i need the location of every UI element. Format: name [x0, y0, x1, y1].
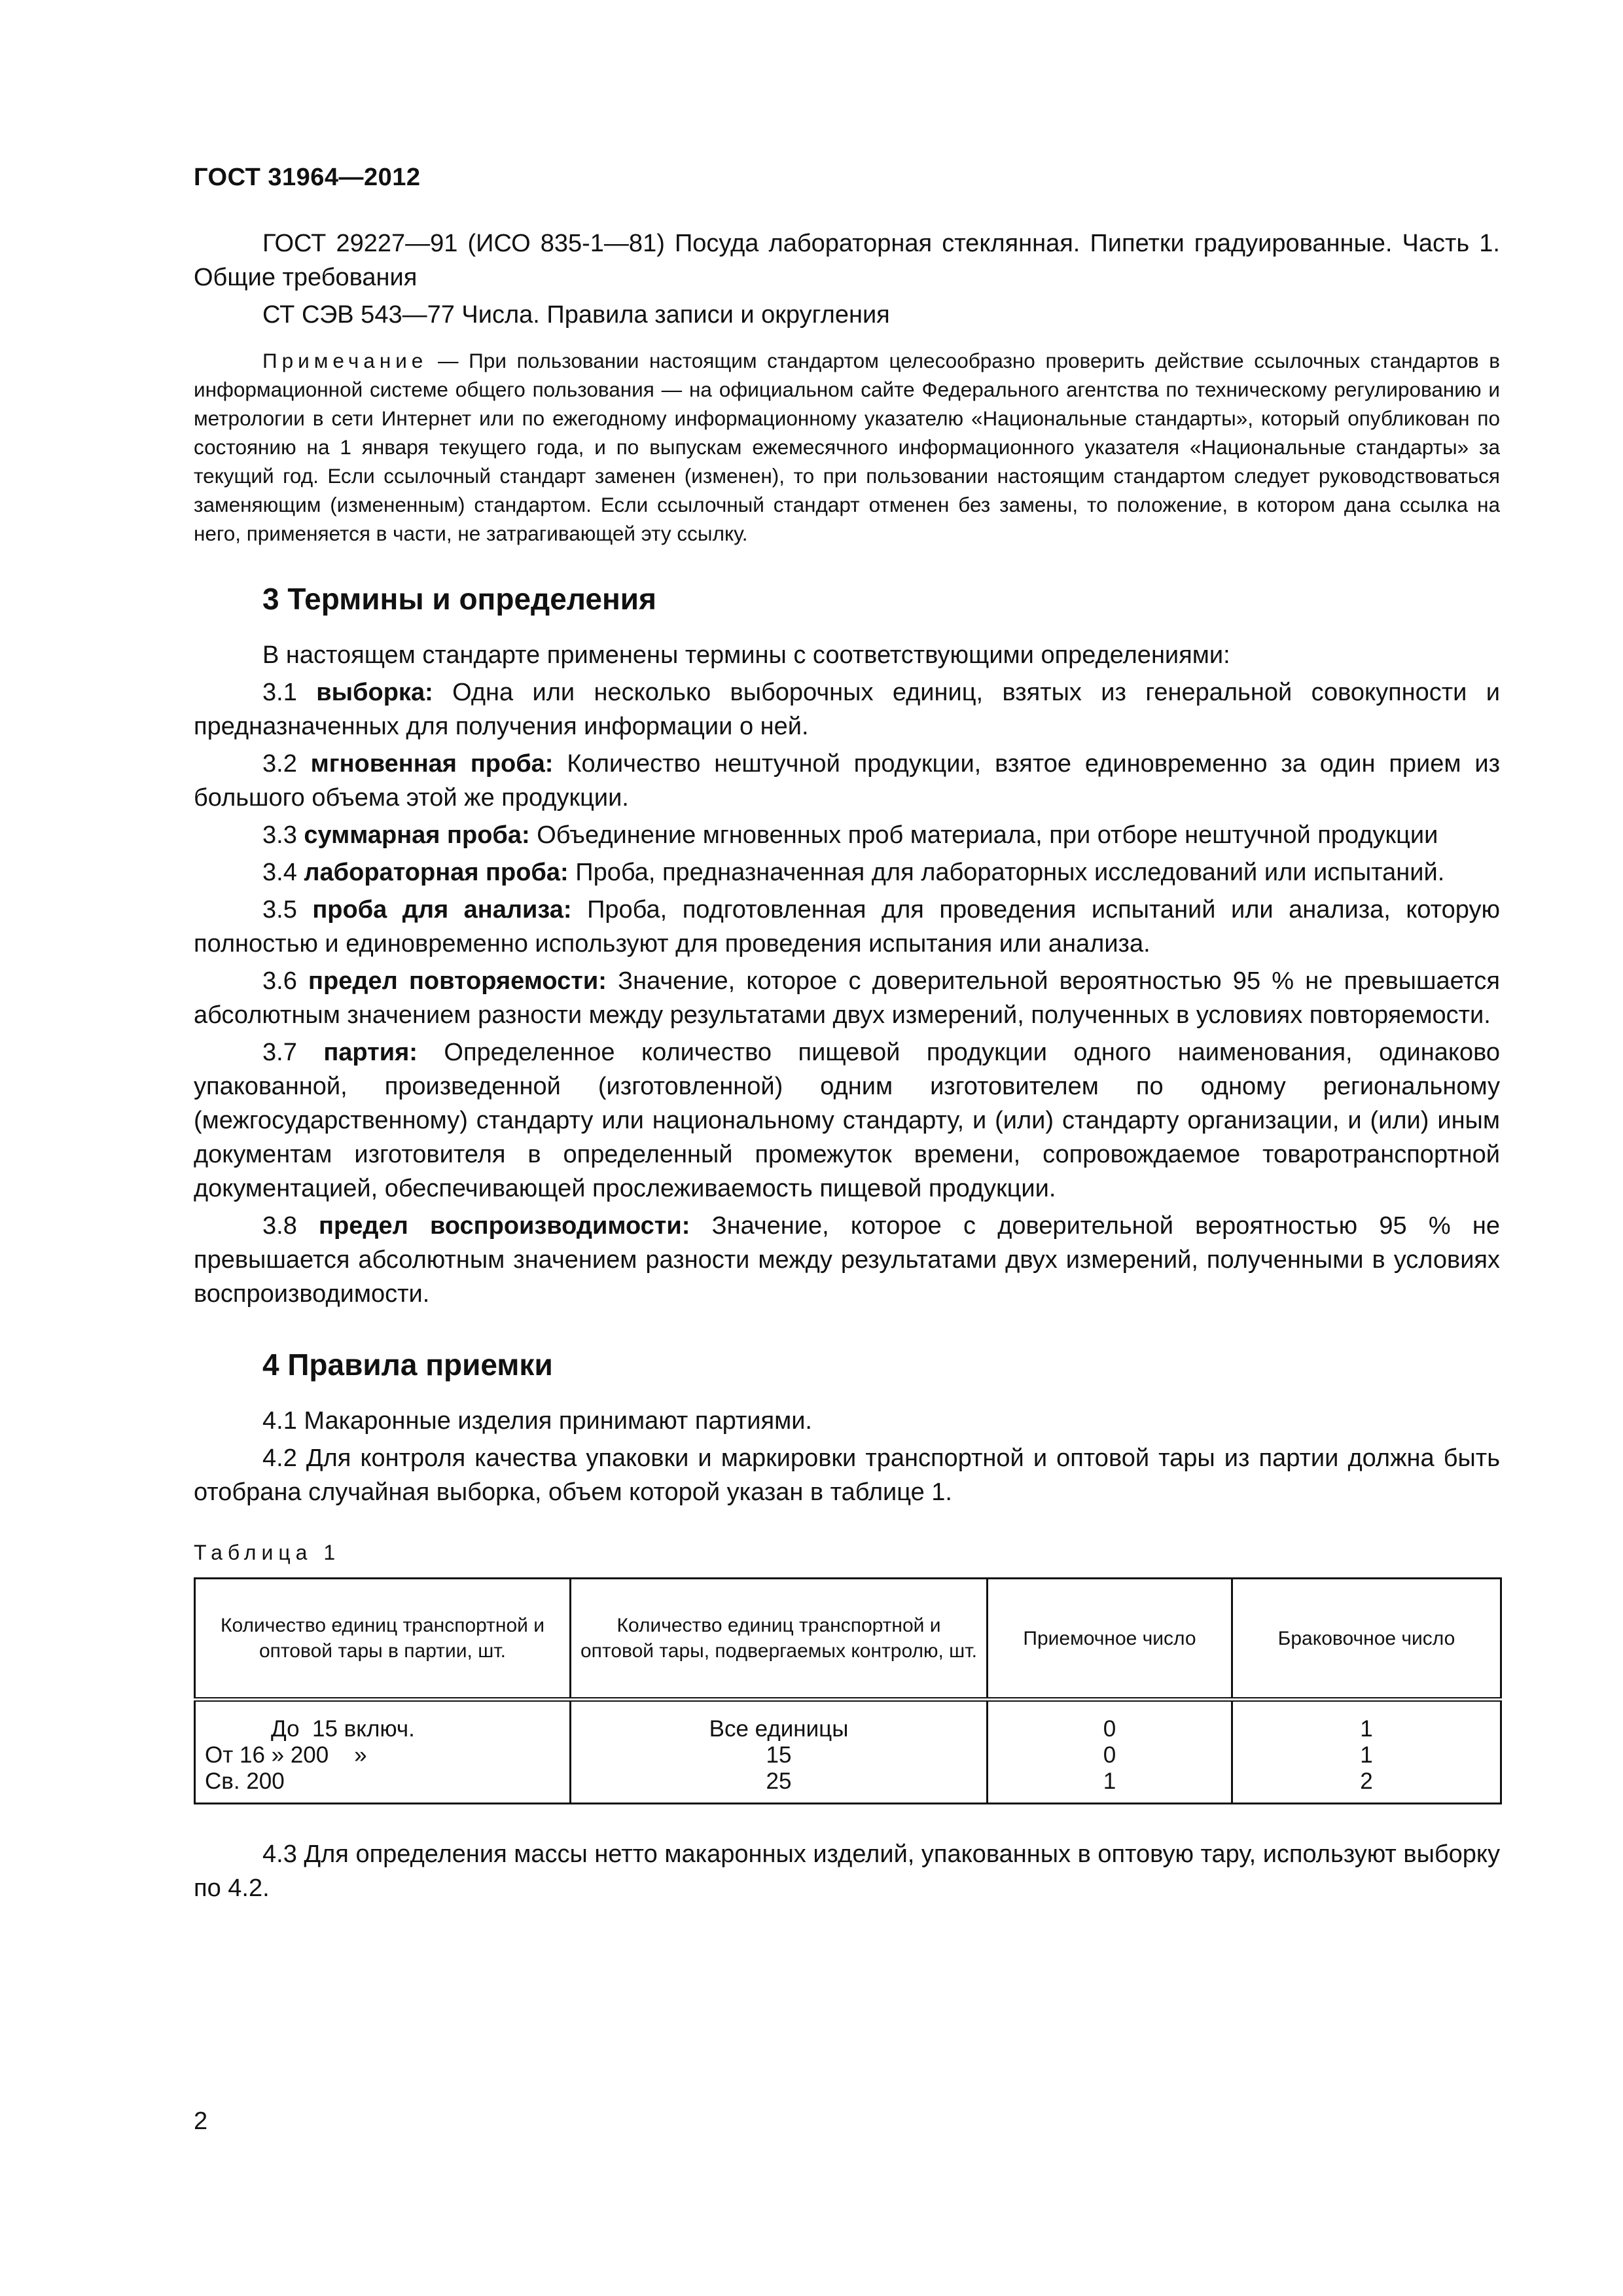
cell-acceptance-number: 1: [988, 1768, 1232, 1804]
term-3-2: [194, 747, 1500, 815]
page-number: 2: [194, 2108, 208, 2135]
page-content: [194, 226, 1500, 1909]
note-text: — При пользовании настоящим стандартом целесообразно проверить действие ссылочных стандартов в информационной системе общего пользования — на официальном сайте Федерального агентства по техническому регулированию и метрологии в сети Интернет или по ежегодному информационному указателю «Национальные стандарты», который опубликован по состоянию на 1 января текущего года, и по выпускам ежемесячного информационного указателя «Национальные стандарты» за текущий год. Если ссылочный стандарт заменен (изменен), то при пользовании настоящим стандартом следует руководствоваться заменяющим (измененным) стандартом. Если ссылочный стандарт отменен без замены, то положение, в котором дана ссылка на него, применяется в части, не затрагивающей эту ссылку.: [194, 349, 1500, 545]
term-number: 3.1: [262, 679, 297, 706]
term-number: 3.7: [262, 1039, 297, 1066]
term-definition: Количество нештучной продукции, взятое единовременно за один прием из большого объема этой же продукции.: [194, 750, 1501, 812]
cell-acceptance-number: 0: [988, 1700, 1232, 1743]
term-definition: Значение, которое с доверительной вероятностью 95 % не превышается абсолютным значением разности между результатами двух измерений, полученных в условиях повторяемости.: [194, 967, 1501, 1029]
term-3-1: [194, 675, 1500, 744]
term-name: проба для анализа:: [312, 896, 572, 924]
note-label: Примечание: [262, 349, 428, 372]
term-definition: Проба, подготовленная для проведения испытаний или анализа, которую полностью и единовременно используют для проведения испытания или анализа.: [194, 896, 1500, 958]
term-definition: Одна или несколько выборочных единиц, взятых из генеральной совокупности и предназначенных для получения информации о ней.: [194, 679, 1501, 740]
table-row: [195, 1768, 1501, 1804]
term-3-6: [194, 964, 1500, 1032]
section-3-intro: В настоящем стандарте применены термины с соответствующими определениями:: [262, 641, 1230, 669]
reference-gost-29227: ГОСТ 29227—91 (ИСО 835-1—81) Посуда лабораторная стеклянная. Пипетки градуированные. Часть 1. Общие требования: [194, 230, 1500, 291]
clause-4-3: 4.3 Для определения массы нетто макаронных изделий, упакованных в оптовую тару, используют выборку по 4.2.: [194, 1840, 1500, 1902]
term-3-3: [194, 818, 1500, 852]
term-name: мгновенная проба:: [310, 750, 554, 778]
term-name: предел воспроизводимости:: [319, 1212, 690, 1240]
term-number: 3.5: [262, 896, 297, 924]
term-name: выборка:: [316, 679, 433, 706]
cell-rejection-number: 1: [1232, 1700, 1501, 1743]
cell-sample-size: 15: [571, 1742, 988, 1768]
term-definition: Объединение мгновенных проб материала, при отборе нештучной продукции: [537, 821, 1438, 849]
clause-4-2: 4.2 Для контроля качества упаковки и маркировки транспортной и оптовой тары из партии должна быть отобрана случайная выборка, объем которой указан в таблице 1.: [194, 1444, 1500, 1506]
term-3-7: [194, 1035, 1500, 1206]
term-definition: Значение, которое с доверительной вероятностью 95 % не превышается абсолютным значением разности между результатами двух измерений, полученными в условиях воспроизводимости.: [194, 1212, 1500, 1308]
term-3-4: [194, 855, 1500, 889]
section-4-title: 4 Правила приемки: [262, 1348, 553, 1382]
cell-rejection-number: 1: [1232, 1742, 1501, 1768]
term-definition: Определенное количество пищевой продукции одного наименования, одинаково упакованной, произведенной (изготовленной) одним изготовителем по одному региональному (межгосударственному) стандарту или национальному стандарту, и (или) стандарту организации, и (или) иным документам изготовителя в определенный промежуток времени, сопровождаемое товаротранспортной документацией, обеспечивающей прослеживаемость пищевой продукции.: [194, 1039, 1500, 1202]
term-number: 3.3: [262, 821, 297, 849]
table-1-title: Таблица 1: [194, 1541, 341, 1564]
term-number: 3.4: [262, 859, 297, 886]
term-number: 3.6: [262, 967, 297, 995]
term-number: 3.2: [262, 750, 297, 778]
term-number: 3.8: [262, 1212, 297, 1240]
term-name: предел повторяемости:: [308, 967, 607, 995]
term-3-8: [194, 1209, 1500, 1311]
term-3-5: [194, 893, 1500, 961]
term-name: лабораторная проба:: [304, 859, 569, 886]
cell-lot-size: Св. 200: [195, 1768, 571, 1804]
col-header-rejection-number: Браковочное число: [1232, 1579, 1501, 1700]
col-header-sample-size: Количество единиц транспортной и оптовой тары, подвергаемых контролю, шт.: [571, 1579, 988, 1700]
cell-sample-size: Все единицы: [571, 1700, 988, 1743]
col-header-lot-size: Количество единиц транспортной и оптовой тары в партии, шт.: [195, 1579, 571, 1700]
table-header-row: [195, 1579, 1501, 1700]
standard-header: ГОСТ 31964—2012: [194, 164, 421, 191]
reference-st-sev-543: СТ СЭВ 543—77 Числа. Правила записи и округления: [262, 301, 890, 329]
cell-lot-size: До 15 включ.: [195, 1700, 571, 1743]
term-name: партия:: [323, 1039, 418, 1066]
cell-lot-size: От 16 » 200 »: [195, 1742, 571, 1768]
cell-rejection-number: 2: [1232, 1768, 1501, 1804]
table-row: [195, 1700, 1501, 1743]
col-header-acceptance-number: Приемочное число: [988, 1579, 1232, 1700]
term-name: суммарная проба:: [304, 821, 530, 849]
table-row: [195, 1742, 1501, 1768]
section-3-title: 3 Термины и определения: [262, 582, 656, 616]
cell-acceptance-number: 0: [988, 1742, 1232, 1768]
note-paragraph: [194, 346, 1500, 548]
clause-4-1: 4.1 Макаронные изделия принимают партиями.: [262, 1407, 812, 1435]
table-1: [194, 1577, 1502, 1804]
term-definition: Проба, предназначенная для лабораторных исследований или испытаний.: [575, 859, 1445, 886]
cell-sample-size: 25: [571, 1768, 988, 1804]
